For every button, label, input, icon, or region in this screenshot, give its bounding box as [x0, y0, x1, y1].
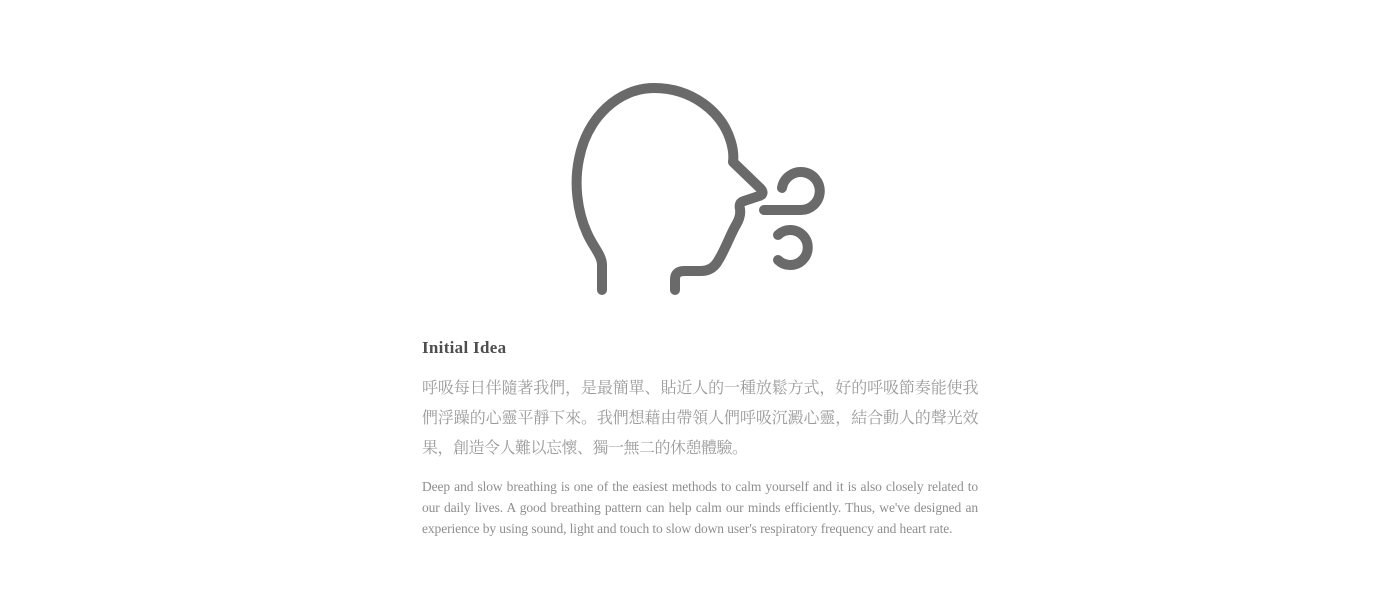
breath-swirl-upper-path — [764, 172, 820, 210]
breathing-head-icon — [574, 85, 826, 297]
breath-swirl-lower-path — [778, 230, 808, 265]
section-title: Initial Idea — [422, 338, 507, 357]
icon-container — [422, 0, 978, 297]
paragraph-zh: 呼吸每日伴隨著我們，是最簡單、貼近人的一種放鬆方式，好的呼吸節奏能使我們浮躁的心靈平靜下來。我們想藉由帶領人們呼吸沉澱心靈，結合動人的聲光效果，創造令人難以忘懷、獨一無二的休憩體驗。 — [422, 380, 978, 457]
head-profile-path — [577, 88, 763, 290]
content-column — [422, 0, 978, 539]
paragraph-en: Deep and slow breathing is one of the easiest methods to calm yourself and it is also closely related to our daily lives. A good breathing pattern can help calm our minds efficiently. Thus, we've designed an experience by using sound, light and touch to slow down user's respiratory frequency and heart rate. — [422, 479, 978, 536]
